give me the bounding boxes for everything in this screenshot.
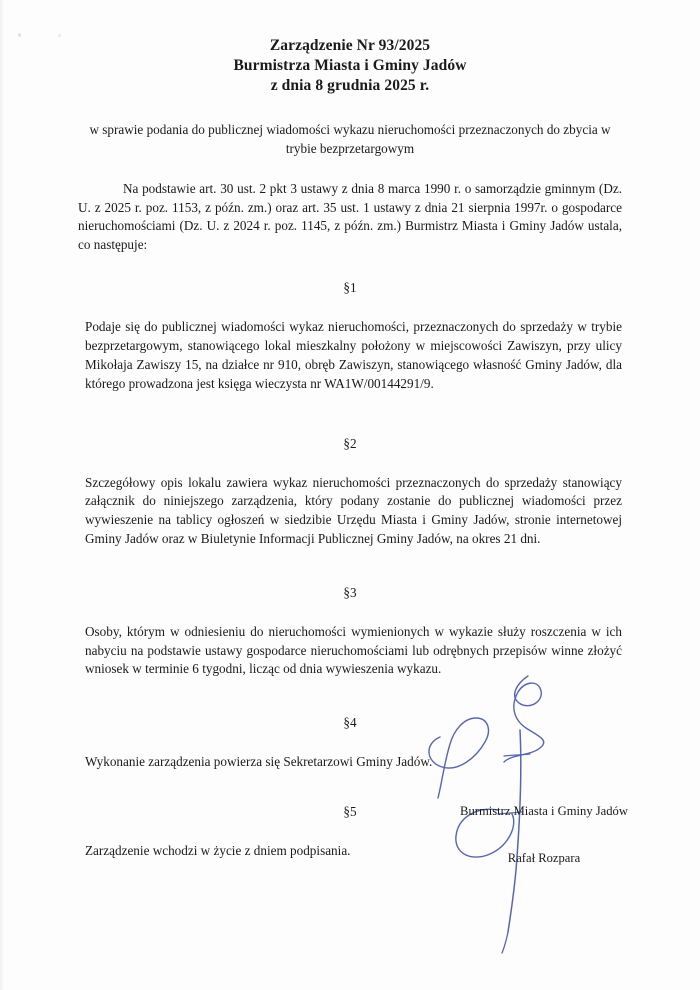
section-marker-2: §2 bbox=[343, 435, 357, 451]
section-marker-5: §5 bbox=[343, 803, 357, 819]
title-line-authority: Burmistrza Miasta i Gminy Jadów bbox=[233, 57, 467, 74]
section-body-2: Szczegółowy opis lokalu zawiera wykaz nieruchomości przeznaczonych do sprzedaży stanowiący załącznik do niniejszego zarządzenia, który podany zostanie do publicznej wiadomości przez wywieszenie na tablicy ogłoszeń w siedzibie Urzędu Miasta i Gminy Jadów, stronie internetowej Gminy Jadów oraz w Biuletynie Informacji Publicznej Gminy Jadów, na okres 21 dni. bbox=[85, 474, 622, 546]
signature-name: Rafał Rozpara bbox=[507, 851, 581, 865]
section-body-3: Osoby, którym w odniesieniu do nieruchomości wymienionych w wykazie służy roszczenia w ich nabyciu na podstawie ustawy gospodarce nieruchomościami lub odrębnych przepisów winne złożyć wniosek w terminie 6 tygodni, licząc od dnia wywieszenia wykazu. bbox=[85, 623, 622, 677]
title-line-number: Zarządzenie Nr 93/2025 bbox=[269, 37, 431, 54]
section-marker-4: §4 bbox=[343, 715, 357, 731]
document-title bbox=[0, 36, 700, 96]
signature-block bbox=[380, 670, 680, 960]
section-marker-1: §1 bbox=[343, 280, 357, 296]
section-body-1: Podaje się do publicznej wiadomości wykaz nieruchomości, przeznaczonych do sprzedaży w trybie bezprzetargowym, stanowiącego lokal mieszkalny położony w miejscowości Zawiszyn, przy ulicy Mikołaja Zawiszy 15, na działce nr 910, obręb Zawiszyn, stanowiącego własność Gminy Jadów, dla którego prowadzona jest księga wieczysta nr WA1W/00144291/9. bbox=[85, 319, 622, 391]
section-marker-3: §3 bbox=[343, 584, 357, 600]
document-subject: w sprawie podania do publicznej wiadomości wykazu nieruchomości przeznaczonych do zbycia w trybie bezprzetargowym bbox=[89, 122, 611, 156]
section-body-4: Wykonanie zarządzenia powierza się Sekretarzowi Gminy Jadów. bbox=[85, 754, 433, 770]
signature-office-title: Burmistrz Miasta i Gminy Jadów bbox=[460, 804, 628, 818]
title-line-date: z dnia 8 grudnia 2025 r. bbox=[270, 77, 430, 94]
section-body-5: Zarządzenie wchodzi w życie z dniem podpisania. bbox=[85, 842, 351, 858]
legal-basis-paragraph: Na podstawie art. 30 ust. 2 pkt 3 ustawy z dnia 8 marca 1990 r. o samorządzie gminnym (Dz. U. z 2025 r. poz. 1153, z późn. zm.) oraz art. 35 ust. 1 ustawy z dnia 21 sierpnia 1997r. o gospodarce nieruchomościami (Dz. U. z 2024 r. poz. 1145, z późn. zm.) Burmistrz Miasta i Gminy Jadów ustala, co następuje: bbox=[78, 181, 622, 252]
